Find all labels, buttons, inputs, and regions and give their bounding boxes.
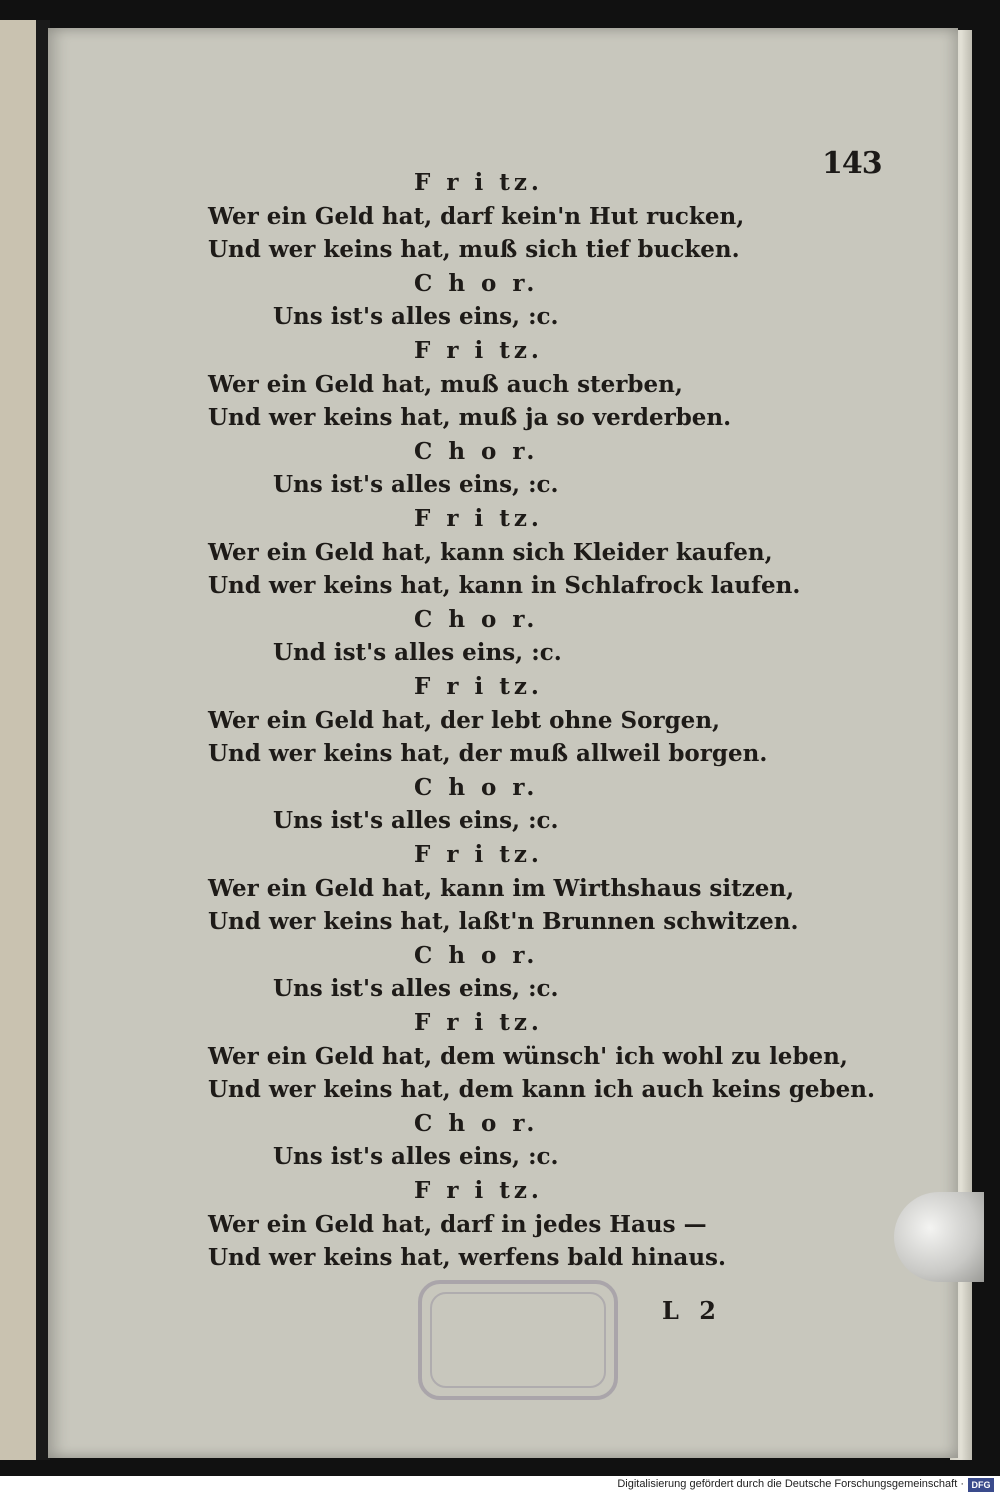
signature-mark: L 2 xyxy=(662,1296,722,1325)
verse-line: Wer ein Geld hat, darf in jedes Haus — xyxy=(208,1210,707,1238)
verse-line: Wer ein Geld hat, dem wünsch' ich wohl zu leben, xyxy=(208,1042,848,1070)
speaker-heading: F r i tz. xyxy=(414,1009,543,1036)
speaker-heading: C h o r. xyxy=(414,437,539,465)
speaker-heading: F r i tz. xyxy=(414,505,543,532)
speaker-heading: C h o r. xyxy=(414,605,539,633)
library-stamp xyxy=(418,1280,618,1400)
verse-line: Wer ein Geld hat, kann sich Kleider kaufen, xyxy=(208,538,773,566)
facing-page-edge xyxy=(0,20,40,1460)
verse-line: Und wer keins hat, muß ja so verderben. xyxy=(208,404,732,432)
speaker-heading: F r i tz. xyxy=(414,169,543,196)
speaker-heading: F r i tz. xyxy=(414,673,543,700)
chorus-line: Uns ist's alles eins, :c. xyxy=(273,303,559,331)
chorus-line: Uns ist's alles eins, :c. xyxy=(273,471,559,499)
footer-bar xyxy=(0,1476,1000,1496)
speaker-heading: C h o r. xyxy=(414,773,539,801)
verse-line: Wer ein Geld hat, kann im Wirthshaus sitzen, xyxy=(208,874,795,902)
verse-line: Wer ein Geld hat, darf kein'n Hut rucken, xyxy=(208,202,745,230)
verse-line: Und wer keins hat, werfens bald hinaus. xyxy=(208,1244,727,1272)
verse-line: Wer ein Geld hat, muß auch sterben, xyxy=(208,370,683,398)
speaker-heading: C h o r. xyxy=(414,269,539,297)
speaker-heading: F r i tz. xyxy=(414,337,543,364)
verse-line: Und wer keins hat, laßt'n Brunnen schwitzen. xyxy=(208,908,799,936)
verse-line: Und wer keins hat, dem kann ich auch keins geben. xyxy=(208,1076,875,1104)
verse-line: Und wer keins hat, der muß allweil borgen. xyxy=(208,740,768,768)
speaker-heading: C h o r. xyxy=(414,1109,539,1137)
verse-line: Und wer keins hat, muß sich tief bucken. xyxy=(208,236,740,264)
speaker-heading: F r i tz. xyxy=(414,841,543,868)
chorus-line: Uns ist's alles eins, :c. xyxy=(273,807,559,835)
page-clip xyxy=(894,1192,984,1282)
speaker-heading: F r i tz. xyxy=(414,1177,543,1204)
page-number: 143 xyxy=(822,146,882,181)
verse-line: Und wer keins hat, kann in Schlafrock laufen. xyxy=(208,572,801,600)
verse-line: Wer ein Geld hat, der lebt ohne Sorgen, xyxy=(208,706,721,734)
chorus-line: Uns ist's alles eins, :c. xyxy=(273,1143,559,1171)
chorus-line: Und ist's alles eins, :c. xyxy=(273,639,562,667)
chorus-line: Uns ist's alles eins, :c. xyxy=(273,975,559,1003)
dfg-logo-icon: DFG xyxy=(968,1478,994,1492)
speaker-heading: C h o r. xyxy=(414,941,539,969)
book-page xyxy=(48,28,958,1458)
footer-credit: Digitalisierung gefördert durch die Deutsche Forschungsgemeinschaft · xyxy=(617,1478,964,1490)
